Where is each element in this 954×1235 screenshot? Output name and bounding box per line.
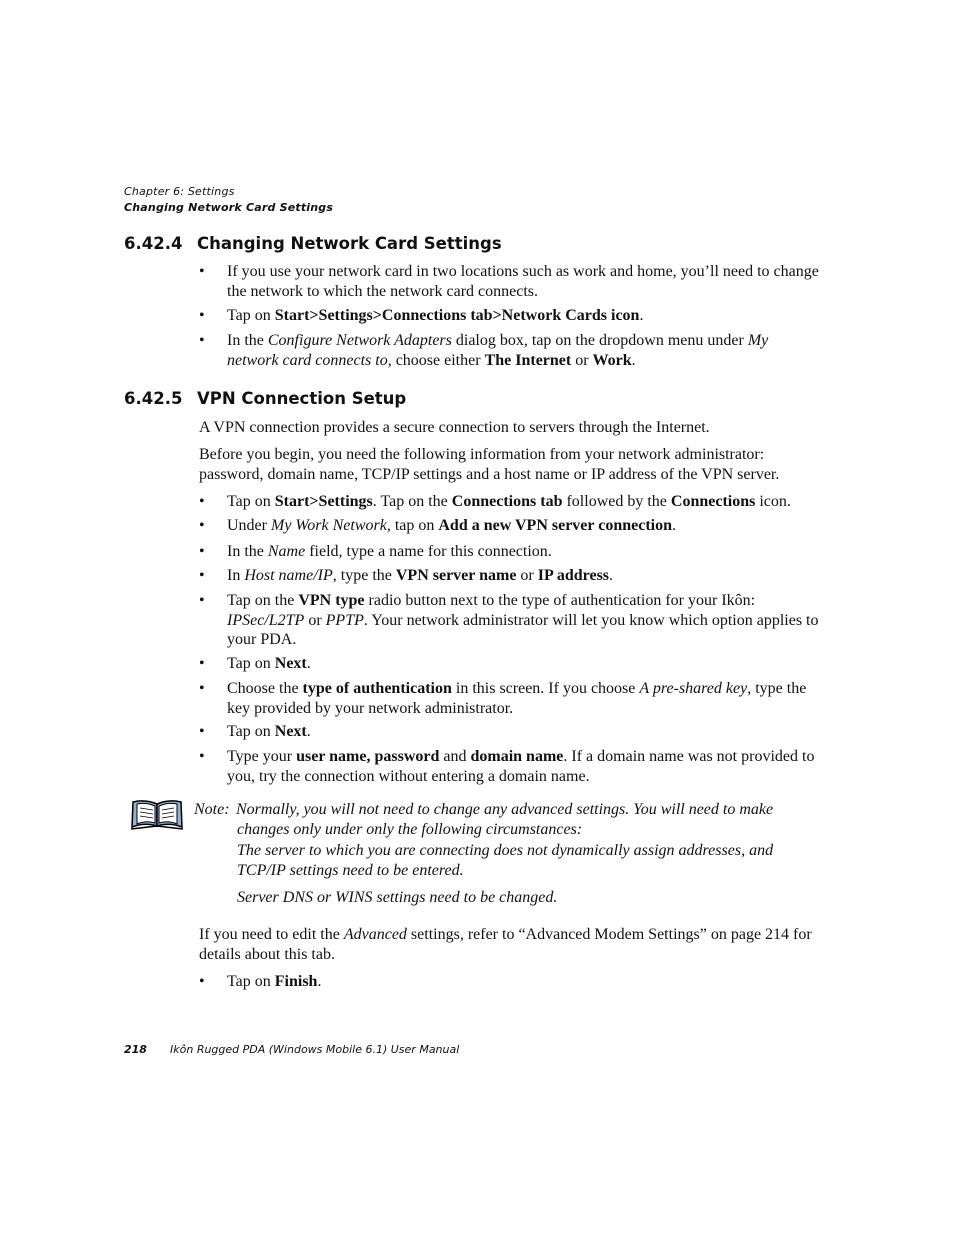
list-item-text: If you use your network card in two locations such as work and home, you’ll need to change the network to which the network card connects. bbox=[227, 263, 819, 300]
running-header-section: Changing Network Card Settings bbox=[124, 201, 334, 214]
list-item-text: Tap on Start>Settings>Connections tab>Network Cards icon. bbox=[227, 307, 644, 324]
bullet-icon: • bbox=[199, 655, 205, 672]
page-number: 218 bbox=[124, 1043, 147, 1056]
note-item: The server to which you are connecting does not dynamically assign addresses, and TCP/IP settings need to be entered. bbox=[237, 842, 774, 879]
note-text bbox=[237, 800, 814, 839]
bullet-icon: • bbox=[199, 263, 205, 280]
bullet-icon: • bbox=[199, 332, 205, 349]
paragraph: If you need to edit the Advanced settings, refer to “Advanced Modem Settings” on page 214 for details about this tab. bbox=[199, 926, 812, 963]
bullet-icon: • bbox=[199, 748, 205, 765]
bullet-icon: • bbox=[199, 493, 205, 510]
list-item-text: Tap on the VPN type radio button next to the type of authentication for your Ikôn: IPSec/L2TP or PPTP. Your network administrator will let you know which option applies to your PDA. bbox=[227, 592, 819, 648]
bullet-icon: • bbox=[199, 307, 205, 324]
note-line: Normally, you will not need to change any advanced settings. You will need to make changes only under only the following circumstances: bbox=[236, 801, 774, 838]
list-item-text: Tap on Finish. bbox=[227, 973, 322, 990]
section-heading-6-42-5 bbox=[124, 389, 406, 408]
paragraph: A VPN connection provides a secure connection to servers through the Internet. bbox=[199, 419, 710, 436]
list-item-text: Tap on Next. bbox=[227, 655, 311, 672]
section-heading-6-42-4 bbox=[124, 234, 502, 253]
section-number: 6.42.5 bbox=[124, 389, 183, 408]
note-item: Server DNS or WINS settings need to be changed. bbox=[237, 889, 558, 906]
section-title: Changing Network Card Settings bbox=[197, 234, 502, 253]
book-icon bbox=[128, 798, 186, 832]
list-item-text: In the Name field, type a name for this connection. bbox=[227, 543, 552, 560]
list-item-text: Choose the type of authentication in this screen. If you choose A pre-shared key, type the key provided by your network administrator. bbox=[227, 680, 807, 717]
bullet-icon: • bbox=[199, 680, 205, 697]
list-item-text: Under My Work Network, tap on Add a new VPN server connection. bbox=[227, 517, 676, 534]
list-item-text: In Host name/IP, type the VPN server name or IP address. bbox=[227, 567, 614, 584]
bullet-icon: • bbox=[199, 567, 205, 584]
bullet-icon: • bbox=[199, 723, 205, 740]
list-item-text: In the Configure Network Adapters dialog box, tap on the dropdown menu under My network card connects to, choose either The Internet or Work. bbox=[227, 332, 769, 369]
running-header-chapter: Chapter 6: Settings bbox=[124, 185, 235, 198]
bullet-icon: • bbox=[199, 592, 205, 609]
note-label: Note: bbox=[194, 801, 230, 818]
bullet-icon: • bbox=[199, 543, 205, 560]
list-item-text: Type your user name, password and domain name. If a domain name was not provided to you, try the connection without entering a domain name. bbox=[227, 748, 815, 785]
bullet-icon: • bbox=[199, 973, 205, 990]
footer-title: Ikôn Rugged PDA (Windows Mobile 6.1) User Manual bbox=[170, 1043, 460, 1056]
list-item-text: Tap on Start>Settings. Tap on the Connections tab followed by the Connections icon. bbox=[227, 493, 791, 510]
bullet-icon: • bbox=[199, 517, 205, 534]
section-number: 6.42.4 bbox=[124, 234, 183, 253]
paragraph: Before you begin, you need the following information from your network administrator: password, domain name, TCP/IP settings and a host name or IP address of the VPN server. bbox=[199, 446, 780, 483]
section-title: VPN Connection Setup bbox=[197, 389, 407, 408]
list-item-text: Tap on Next. bbox=[227, 723, 311, 740]
